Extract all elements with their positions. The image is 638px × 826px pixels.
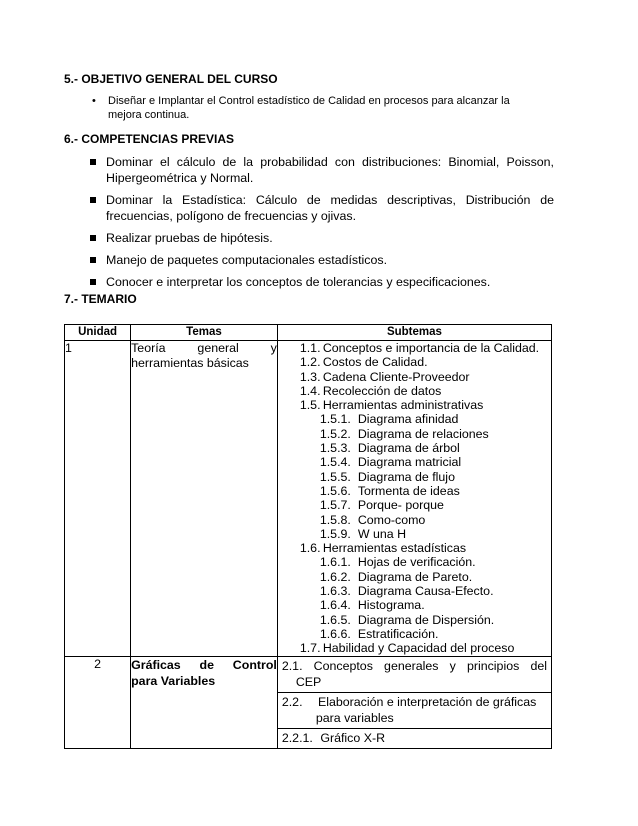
subtopic-row: 1.5.8. Como-como	[319, 512, 426, 527]
competency-line: Realizar pruebas de hipótesis.	[106, 231, 273, 245]
subtopic-row: 1.5.6. Tormenta de ideas	[319, 483, 460, 498]
table-row	[65, 341, 552, 657]
list-item	[88, 252, 554, 268]
subtopic-row: 1.6. Herramientas estadísticas	[299, 541, 467, 556]
subtopic-row: 1.5.2. Diagrama de relaciones	[319, 426, 489, 441]
subtopic-row: 1.7. Habilidad y Capacidad del proceso	[299, 641, 515, 656]
topic-word: Gráficas	[131, 657, 181, 672]
list-item	[88, 274, 554, 290]
topic-line: para Variables	[131, 673, 216, 688]
header-temas: Temas	[131, 325, 278, 341]
competency-line: Hipergeométrica y Normal.	[106, 171, 254, 185]
header-subtemas: Subtemas	[277, 325, 551, 341]
section5-heading: 5.- OBJETIVO GENERAL DEL CURSO	[64, 72, 278, 86]
bullet-dot-icon: •	[92, 95, 96, 107]
subtopic-line: CEP	[295, 674, 322, 689]
objective-line-1: Diseñar e Implantar el Control estadístico de Calidad en procesos para alcanzar la	[108, 95, 510, 107]
subtopic-block	[278, 729, 551, 748]
unit-topic	[131, 341, 278, 657]
topic-line: herramientas básicas	[131, 356, 249, 370]
subtopic-row: 1.6.5. Diagrama de Dispersión.	[319, 612, 495, 627]
subtopic-row: 1.6.2. Diagrama de Pareto.	[319, 569, 473, 584]
square-bullet-icon	[90, 279, 96, 285]
square-bullet-icon	[90, 197, 96, 203]
subtopic-row: 1.1. Conceptos e importancia de la Calidad.	[299, 341, 540, 355]
subtopic-row: 1.6.1. Hojas de verificación.	[319, 555, 476, 570]
subtopic-block	[278, 693, 551, 729]
competency-line: Conocer e interpretar los conceptos de tolerancias y especificaciones.	[106, 275, 491, 289]
table-header-row	[65, 325, 552, 341]
list-item	[88, 154, 554, 186]
competency-line: frecuencias, polígono de frecuencias y ojivas.	[106, 209, 357, 223]
subtopic-row: 1.6.6. Estratificación.	[319, 626, 439, 641]
square-bullet-icon	[90, 159, 96, 165]
subtopic-row: 1.5.1. Diagrama afinidad	[319, 412, 459, 427]
subtopic-line: Gráfico X-R	[320, 730, 386, 745]
temario-table	[64, 324, 552, 749]
section7-heading: 7.- TEMARIO	[64, 292, 137, 306]
subtopic-row: 1.5.7. Porque- porque	[319, 498, 444, 513]
subtopic-block: 2.1. Conceptos generales y principios del CEP	[278, 657, 551, 693]
subtopic-row: 1.3. Cadena Cliente-Proveedor	[299, 369, 470, 384]
subtopic-row: 1.6.3. Diagrama Causa-Efecto.	[319, 584, 494, 599]
subtopic-row: 1.5. Herramientas administrativas	[299, 398, 484, 413]
competency-line: Manejo de paquetes computacionales estadísticos.	[106, 253, 388, 267]
table-row	[65, 656, 552, 748]
header-unidad: Unidad	[65, 325, 131, 341]
subtopic-row: 1.5.3. Diagrama de árbol	[319, 441, 460, 456]
subtopic-number: 2.2.1.	[281, 730, 313, 745]
subtopic-row: 1.6.4. Histograma.	[319, 598, 425, 613]
subtopic-line: Elaboración e interpretación de gráficas	[317, 694, 537, 709]
subtopic-line: para variables	[315, 710, 394, 725]
section6-list	[88, 154, 554, 296]
competency-line: Dominar la Estadística: Cálculo de medidas descriptivas, Distribución de	[106, 193, 554, 207]
subtopic-row: 1.4. Recolección de datos	[299, 383, 442, 398]
unit-number: 1	[65, 341, 131, 657]
subtopic-row: 1.5.4. Diagrama matricial	[319, 455, 462, 470]
list-item	[88, 94, 552, 122]
subtopic-number: 2.2.	[281, 694, 303, 709]
topic-word: y	[270, 341, 277, 355]
unit-number: 2	[65, 656, 131, 748]
section6-heading: 6.- COMPETENCIAS PREVIAS	[64, 132, 235, 146]
list-item	[88, 230, 554, 246]
competency-line: Dominar el cálculo de la probabilidad con distribuciones: Binomial, Poisson,	[106, 155, 554, 169]
subtopic-row: 1.5.5. Diagrama de flujo	[319, 469, 455, 484]
topic-word: Control	[232, 657, 277, 672]
subtopic-row: 1.5.9. W una H	[319, 526, 407, 541]
subtopic-row: 1.2. Costos de Calidad.	[299, 355, 428, 370]
topic-word: general	[197, 341, 239, 355]
objective-line-2: mejora continua.	[108, 109, 190, 121]
square-bullet-icon	[90, 235, 96, 241]
subtopics-cell	[277, 656, 551, 748]
topic-word: Teoría	[131, 341, 166, 355]
subtopics-cell	[277, 341, 551, 657]
unit-topic	[131, 656, 278, 748]
section5-list	[88, 94, 552, 122]
subtopic-number: 2.1.	[281, 658, 303, 673]
list-item	[88, 192, 554, 224]
topic-word: de	[199, 657, 214, 672]
square-bullet-icon	[90, 257, 96, 263]
